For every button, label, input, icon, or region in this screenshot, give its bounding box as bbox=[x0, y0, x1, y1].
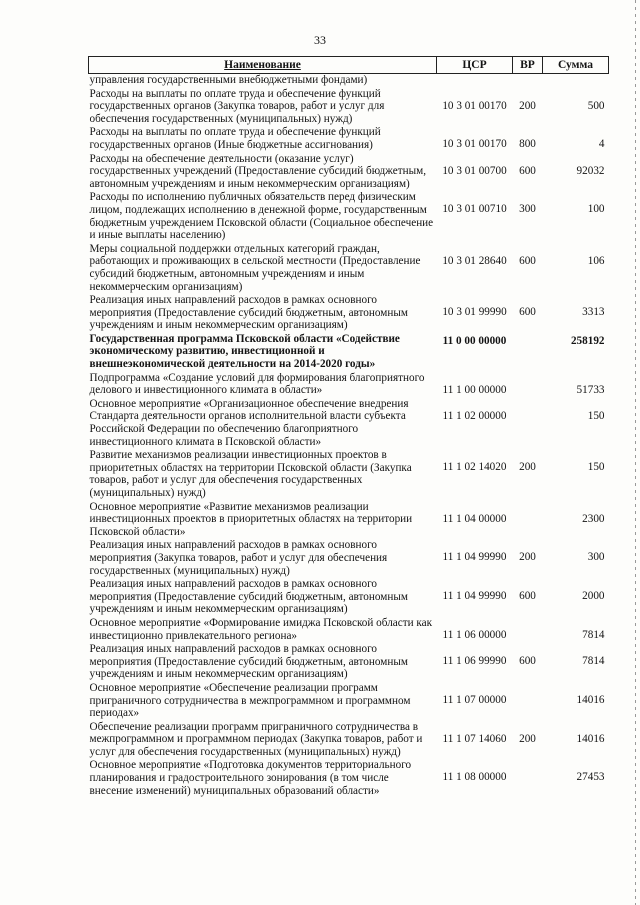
table-row bbox=[89, 243, 609, 294]
row-csr-cell: 10 3 01 28640 bbox=[442, 254, 507, 267]
header-csr: ЦСР bbox=[437, 57, 513, 74]
row-sum-cell: 106 bbox=[587, 254, 605, 267]
row-csr-cell: 10 3 01 00170 bbox=[442, 138, 507, 151]
table-row bbox=[89, 372, 609, 398]
row-name-cell: Реализация иных направлений расходов в рамках основного мероприятия (Предоставление субсидий бюджетным, автономным учреждениям и иным некоммерческим организациям) bbox=[89, 643, 408, 681]
row-vr-cell: 600 bbox=[519, 254, 536, 267]
row-vr-cell bbox=[513, 617, 543, 643]
row-vr-cell: 600 bbox=[519, 655, 536, 668]
row-csr-cell: 11 1 06 00000 bbox=[442, 628, 507, 641]
table-row bbox=[89, 578, 609, 617]
budget-table bbox=[88, 56, 609, 798]
row-name-cell: управления государственными внебюджетными фондами) bbox=[89, 74, 368, 86]
row-csr-cell: 10 3 01 00700 bbox=[442, 164, 507, 177]
row-vr-cell bbox=[513, 682, 543, 721]
table-row bbox=[89, 449, 609, 500]
row-name-cell: Основное мероприятие «Обеспечение реализации программ приграничного сотрудничества в межпрограммном и программном периодах» bbox=[89, 681, 411, 720]
row-name-cell: Подпрограмма «Создание условий для формирования благоприятного делового и инвестиционного климата в области» bbox=[89, 371, 425, 397]
row-csr-cell: 11 1 07 00000 bbox=[442, 693, 507, 706]
row-name-cell: Основное мероприятие «Развитие механизмов реализации инвестиционных проектов в приоритетных областях на территории Псковской области» bbox=[89, 500, 413, 538]
row-csr-cell bbox=[437, 74, 513, 88]
row-name-cell: Основное мероприятие «Подготовка документов территориального планирования и градостроительного зонирования (в том числе внесение изменений) муниципальных образований области» bbox=[89, 759, 412, 797]
table-row bbox=[89, 398, 609, 449]
row-sum-cell: 2300 bbox=[582, 512, 605, 525]
row-csr-cell: 10 3 01 00170 bbox=[442, 99, 507, 112]
header-name: Наименование bbox=[89, 57, 437, 74]
row-sum-cell: 4 bbox=[598, 138, 605, 151]
row-sum-cell: 7814 bbox=[582, 655, 605, 668]
row-sum-cell: 258192 bbox=[570, 334, 605, 347]
row-csr-cell: 11 1 02 00000 bbox=[442, 409, 507, 422]
row-csr-cell: 11 1 04 99990 bbox=[442, 590, 507, 603]
row-vr-cell: 200 bbox=[519, 461, 536, 474]
row-vr-cell bbox=[513, 372, 543, 398]
row-csr-cell: 11 1 04 00000 bbox=[442, 512, 507, 525]
table-row bbox=[89, 74, 609, 88]
row-csr-cell: 11 1 06 99990 bbox=[442, 655, 507, 668]
row-vr-cell bbox=[513, 759, 543, 798]
budget-table-container bbox=[88, 56, 608, 798]
table-header-row bbox=[89, 57, 609, 74]
table-row bbox=[89, 721, 609, 760]
table-body bbox=[89, 74, 609, 799]
row-sum-cell: 2000 bbox=[582, 590, 605, 603]
row-name-cell: Реализация иных направлений расходов в рамках основного мероприятия (Закупка товаров, работ и услуг для обеспечения государственных (муниципальных) нужд) bbox=[89, 539, 388, 577]
row-vr-cell bbox=[513, 501, 543, 540]
row-csr-cell: 11 0 00 00000 bbox=[442, 334, 507, 347]
row-csr-cell: 11 1 07 14060 bbox=[442, 732, 507, 745]
row-sum-cell: 7814 bbox=[582, 628, 605, 641]
row-csr-cell: 11 1 08 00000 bbox=[442, 771, 507, 784]
row-vr-cell bbox=[513, 74, 543, 88]
row-sum-cell: 3313 bbox=[582, 306, 605, 319]
row-name-cell: Расходы по исполнению публичных обязательств перед физическим лицом, подлежащих исполнению в денежной форме, государственным бюджетным учреждением Псковской области (Социальное обеспечение и иные выплаты населению) bbox=[89, 191, 434, 242]
row-sum-cell: 500 bbox=[587, 99, 605, 112]
row-vr-cell bbox=[513, 333, 543, 372]
row-name-cell: Реализация иных направлений расходов в рамках основного мероприятия (Предоставление субсидий бюджетным, автономным учреждениям и иным некоммерческим организациям) bbox=[89, 294, 408, 332]
row-vr-cell: 200 bbox=[519, 99, 536, 112]
table-row bbox=[89, 333, 609, 372]
table-row bbox=[89, 153, 609, 192]
row-csr-cell: 10 3 01 99990 bbox=[442, 306, 507, 319]
header-vr: ВР bbox=[513, 57, 543, 74]
table-row bbox=[89, 539, 609, 578]
table-row bbox=[89, 191, 609, 242]
table-row bbox=[89, 682, 609, 721]
row-vr-cell: 800 bbox=[519, 138, 536, 151]
row-vr-cell: 600 bbox=[519, 164, 536, 177]
row-name-cell: Меры социальной поддержки отдельных категорий граждан, работающих и проживающих в сельской местности (Предоставление субсидий бюджетным, автономным учреждениям и иным некоммерческим организациям) bbox=[89, 242, 421, 293]
row-name-cell: Развитие механизмов реализации инвестиционных проектов в приоритетных областях на территории Псковской области (Закупка товаров, работ и услуг для обеспечения государственных (муниципальных) нужд) bbox=[89, 449, 412, 499]
row-sum-cell bbox=[543, 74, 609, 88]
row-sum-cell: 27453 bbox=[576, 771, 605, 784]
row-sum-cell: 100 bbox=[587, 203, 605, 216]
row-name-cell: Основное мероприятие «Формирование имиджа Псковской области как инвестиционно привлекательного региона» bbox=[89, 616, 433, 642]
table-row bbox=[89, 294, 609, 333]
row-sum-cell: 150 bbox=[587, 409, 605, 422]
row-csr-cell: 11 1 02 14020 bbox=[442, 461, 507, 474]
row-sum-cell: 92032 bbox=[576, 164, 605, 177]
row-name-cell: Расходы на обеспечение деятельности (оказание услуг) государственных учреждений (Предоставление субсидий бюджетным, автономным учреждениям и иным некоммерческим организациям) bbox=[89, 152, 427, 190]
row-vr-cell: 200 bbox=[519, 732, 536, 745]
row-sum-cell: 14016 bbox=[576, 732, 605, 745]
row-name-cell: Государственная программа Псковской области «Содействие экономическому развитию, инвестиционной и внешнеэкономической деятельности на 2014-2020 годы» bbox=[89, 332, 400, 371]
row-vr-cell: 600 bbox=[519, 306, 536, 319]
row-sum-cell: 150 bbox=[587, 461, 605, 474]
row-sum-cell: 51733 bbox=[576, 383, 605, 396]
row-name-cell: Основное мероприятие «Организационное обеспечение внедрения Стандарта деятельности органов исполнительной власти субъекта Российской Федерации по обеспечению благоприятного инвестиционного климата в Псковской области» bbox=[89, 397, 409, 448]
page-number: 33 bbox=[314, 33, 326, 47]
scan-margin-line bbox=[635, 0, 636, 905]
table-row bbox=[89, 643, 609, 682]
row-name-cell: Реализация иных направлений расходов в рамках основного мероприятия (Предоставление субсидий бюджетным, автономным учреждениям и иным некоммерческим организациям) bbox=[89, 578, 408, 616]
header-sum: Сумма bbox=[543, 57, 609, 74]
table-row bbox=[89, 126, 609, 152]
row-sum-cell: 300 bbox=[587, 551, 605, 564]
table-row bbox=[89, 501, 609, 540]
row-vr-cell bbox=[513, 398, 543, 449]
row-vr-cell: 600 bbox=[519, 590, 536, 603]
table-row bbox=[89, 759, 609, 798]
row-name-cell: Обеспечение реализации программ приграничного сотрудничества в межпрограммном и программном периодах (Закупка товаров, работ и услуг для обеспечения государственных (муниципальных) нужд) bbox=[89, 720, 423, 758]
row-vr-cell: 200 bbox=[519, 551, 536, 564]
row-name-cell: Расходы на выплаты по оплате труда и обеспечение функций государственных органов (Закупка товаров, работ и услуг для обеспечения государственных (муниципальных) нужд) bbox=[89, 87, 385, 125]
row-csr-cell: 10 3 01 00710 bbox=[442, 203, 507, 216]
row-sum-cell: 14016 bbox=[576, 693, 605, 706]
table-row bbox=[89, 617, 609, 643]
row-vr-cell: 300 bbox=[519, 203, 536, 216]
table-row bbox=[89, 88, 609, 127]
row-name-cell: Расходы на выплаты по оплате труда и обеспечение функций государственных органов (Иные бюджетные ассигнования) bbox=[89, 126, 381, 151]
row-csr-cell: 11 1 00 00000 bbox=[442, 383, 507, 396]
row-csr-cell: 11 1 04 99990 bbox=[442, 551, 507, 564]
